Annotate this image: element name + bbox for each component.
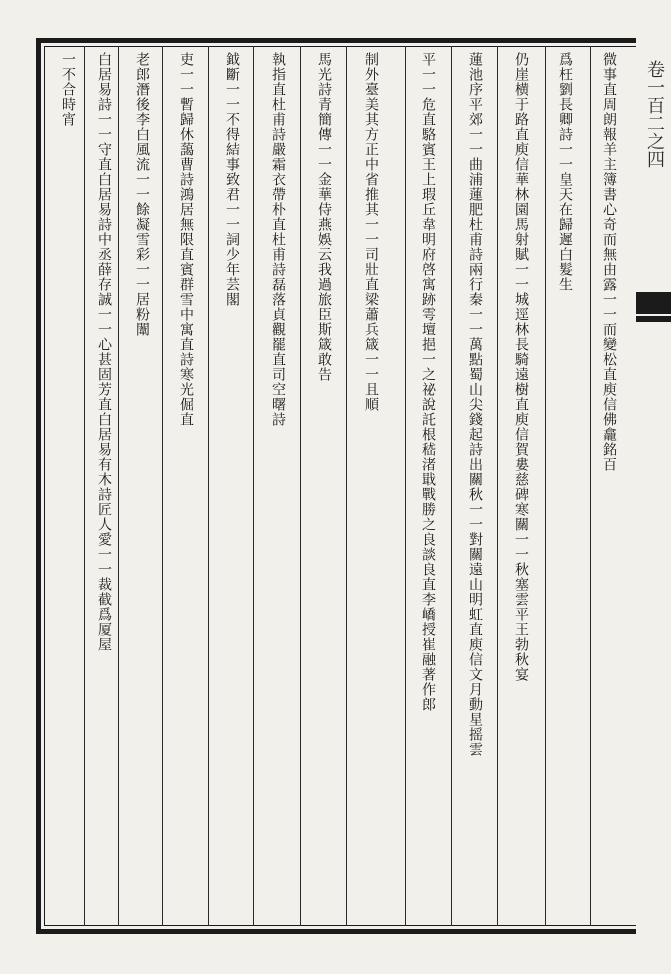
margin-heading: 卷一百二之四 [644, 60, 665, 168]
text-column-3: 仍崖横于路直庾信華林園馬射賦一一城逕林長騎遠樹直庾信賀婁慈碑寒關一一秋塞雲平王勃秋宴 [513, 52, 529, 682]
column-rule [208, 46, 209, 926]
text-column-9: 鉞斷一一不得結事致君一一詞少年芸閣 [224, 52, 240, 307]
column-rule [545, 46, 546, 926]
text-column-2: 爲枉劉長卿詩一一皇天在歸遲白髮生 [557, 52, 573, 292]
text-column-12: 白居易詩一一守直白居易詩中丞薛存誠一一心甚固芳直白居易有木詩匠人愛一一裁截爲厦屋 [96, 52, 112, 652]
column-rule [451, 46, 452, 926]
text-column-10: 吏一一暫歸休藹曹詩鴻居無限直賓群雪中寓直詩寒光倔直 [178, 52, 194, 427]
text-column-5: 平一一危直駱賓王上瑕丘韋明府啓寓跡雩壇挹一之祕說託根嵇渚戢戰勝之良談良直李嶠授崔融著作郎 [420, 52, 436, 712]
text-column-13: 一不合時宵 [60, 52, 76, 127]
text-column-8: 執指直杜甫詩嚴霜衣帶朴直杜甫詩磊落貞觀罷直司空曙詩 [270, 52, 286, 427]
column-rule [497, 46, 498, 926]
column-rule [300, 46, 301, 926]
column-rule [590, 46, 591, 926]
text-column-6: 制外臺美其方正中省推其一一司壯直梁蕭兵箴一一且順 [363, 52, 379, 412]
column-rule [162, 46, 163, 926]
text-column-4: 蓮池序平郊一一曲浦蓮肥杜甫詩兩行秦一一萬點蜀山尖錢起詩出關秋一一對關遠山明虹直庾信文月動星摇雲 [467, 52, 483, 757]
text-column-11: 老郎潛後李白風流一一餘凝雪彩一一居粉闈 [134, 52, 150, 337]
text-column-7: 馬光詩青簡傳一一金華侍燕娛云我過旅臣斯箴敢告 [316, 52, 332, 382]
column-rule [253, 46, 254, 926]
column-rule [346, 46, 347, 926]
column-rule [405, 46, 406, 926]
text-column-1: 微事直周朗報羊主簿書心奇而無由露一一而變松直庾信佛龕銘百 [601, 52, 617, 472]
column-rule [84, 46, 85, 926]
